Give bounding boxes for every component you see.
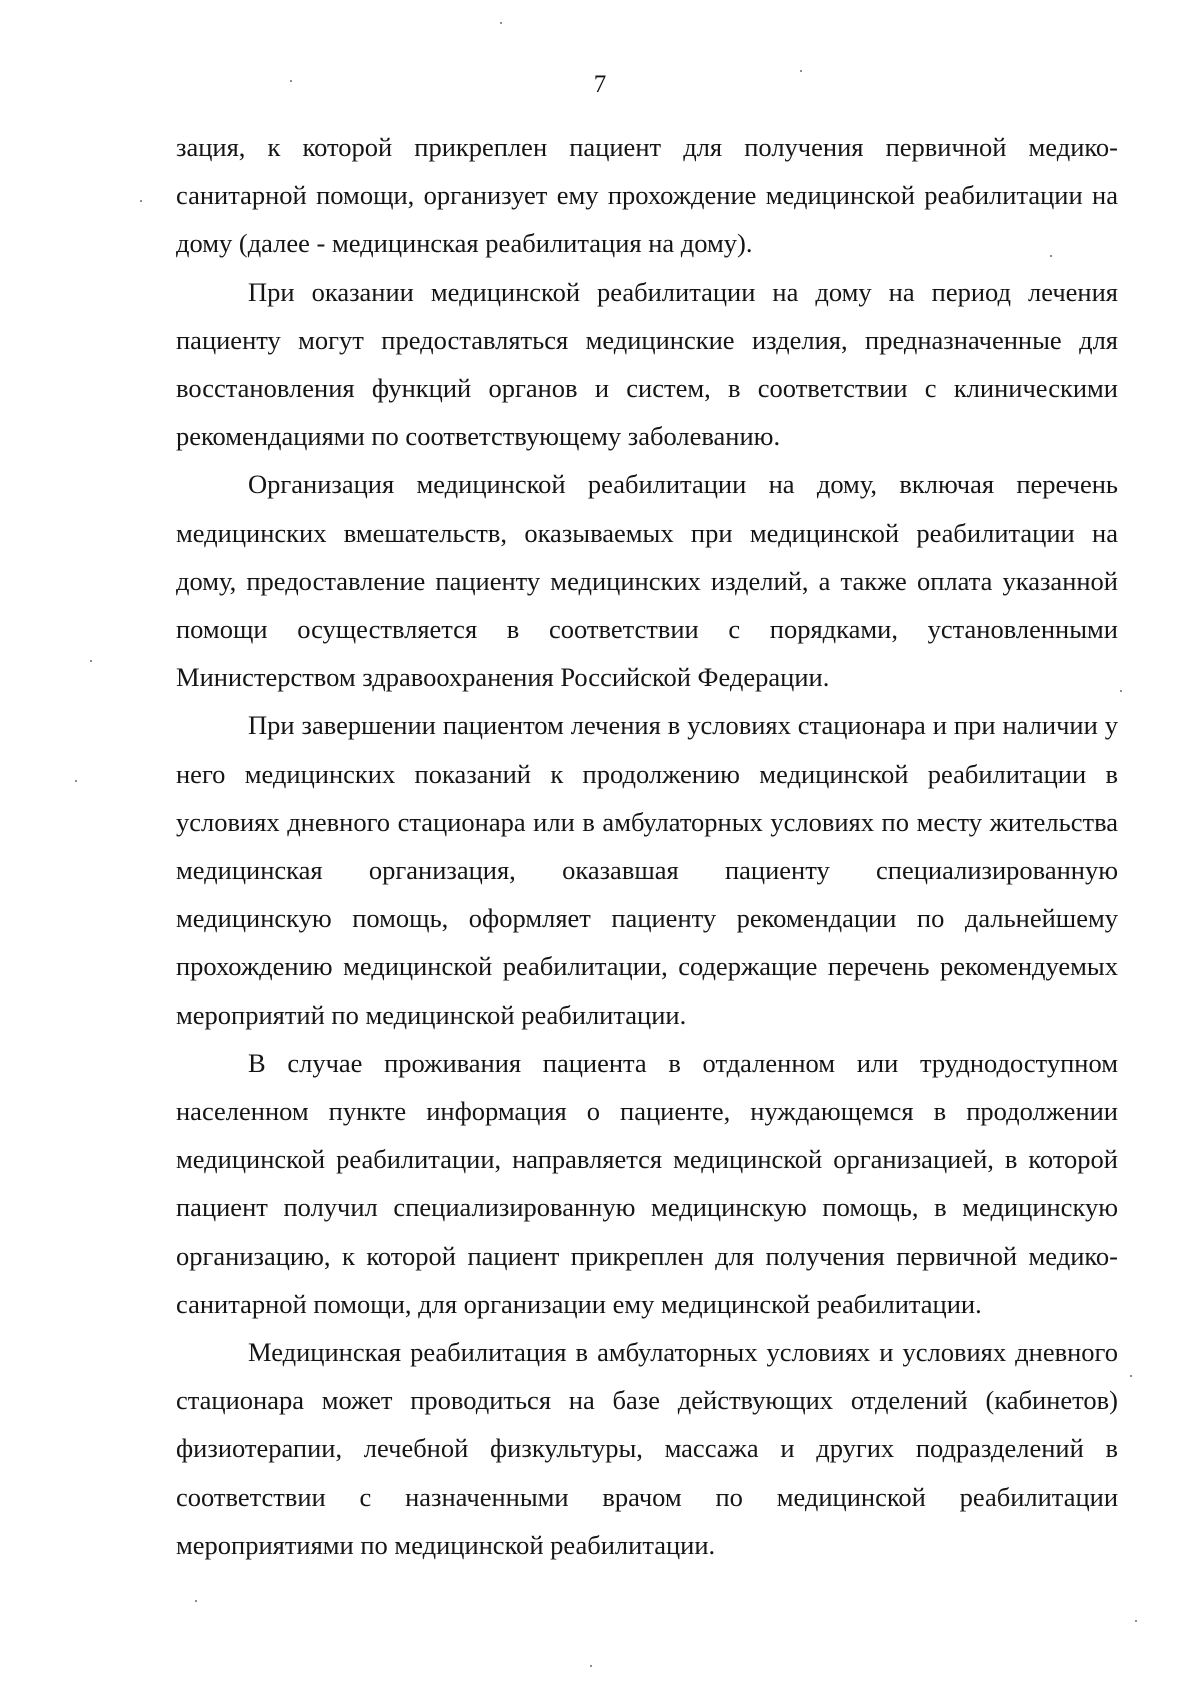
scan-speck [1130, 1375, 1132, 1377]
paragraph-6: Медицинская реабилитация в амбулаторных условиях и условиях дневного стационара может проводиться на базе действующих отделений (кабинетов) физиотерапии, лечебной физкультуры, массажа и других подразделений в соответствии с назначенными врачом по медицинской реабилитации мероприятиями по медицинской реабилитации. [176, 1337, 1118, 1560]
paragraph-3: Организация медицинской реабилитации на дому, включая перечень медицинских вмешательств, оказываемых при медицинской реабилитации на дому, предоставление пациенту медицинских изделий, а также оплата указанной помощи осуществляется в соответствии с порядками, установленными Министерством здравоохранения Российской Федерации. [176, 469, 1118, 693]
page-number: 7 [593, 71, 607, 98]
scan-speck [195, 1600, 197, 1602]
scan-speck [1135, 1620, 1137, 1622]
body-text [176, 123, 1118, 1569]
scan-speck [290, 80, 292, 82]
scan-speck [75, 780, 77, 782]
scan-speck [1120, 690, 1122, 692]
scan-speck [140, 200, 142, 202]
scan-speck [500, 22, 502, 24]
paragraph-5: В случае проживания пациента в отдаленном или труднодоступном населенном пункте информация о пациенте, нуждающемся в продолжении медицинской реабилитации, направляется медицинской организацией, в которой пациент получил специализированную медицинскую помощь, в медицинскую организацию, к которой пациент прикреплен для получения первичной медико-санитарной помощи, для организации ему медицинской реабилитации. [176, 1047, 1118, 1319]
scan-speck [1050, 255, 1052, 257]
scan-speck [90, 660, 92, 662]
paragraph-2: При оказании медицинской реабилитации на дому на период лечения пациенту могут предоставляться медицинские изделия, предназначенные для восстановления функций органов и систем, в соответствии с клиническими рекомендациями по соответствующему заболеванию. [176, 276, 1118, 452]
paragraph-4: При завершении пациентом лечения в условиях стационара и при наличии у него медицинских показаний к продолжению медицинской реабилитации в условиях дневного стационара или в амбулаторных условиях по месту жительства медицинская организация, оказавшая пациенту специализированную медицинскую помощь, оформляет пациенту рекомендации по дальнейшему прохождению медицинской реабилитации, содержащие перечень рекомендуемых мероприятий по медицинской реабилитации. [176, 710, 1118, 1030]
scan-speck [800, 70, 802, 72]
scan-speck [590, 1665, 592, 1667]
paragraph-1: зация, к которой прикреплен пациент для получения первичной медико-санитарной помощи, организует ему прохождение медицинской реабилитации на дому (далее - медицинская реабилитация на дому). [176, 132, 1118, 259]
